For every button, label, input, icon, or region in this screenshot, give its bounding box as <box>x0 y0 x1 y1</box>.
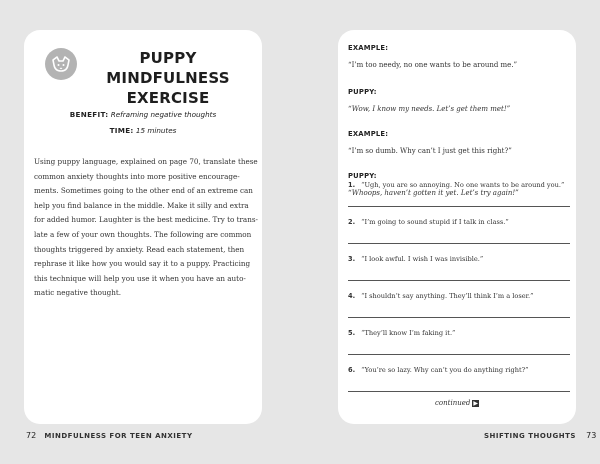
answer-line[interactable] <box>348 317 570 318</box>
example-label: EXAMPLE: <box>348 44 389 52</box>
question-item <box>348 181 570 189</box>
example-label: PUPPY: <box>348 88 377 96</box>
title-line-1: PUPPY MINDFULNESS <box>106 49 230 87</box>
question-number: 6. <box>348 366 356 374</box>
body-line: this technique will help you use it when you have an auto- <box>34 273 246 283</box>
question-text: “Ugh, you are so annoying. No one wants to be around you.” <box>361 181 565 189</box>
right-page-number: 73 <box>586 431 597 440</box>
left-page-number: 72 <box>26 431 37 440</box>
time-value: 15 minutes <box>135 126 177 135</box>
question-text: “I shouldn’t say anything. They’ll think I’m a loser.” <box>361 292 534 300</box>
time-line <box>24 126 262 135</box>
question-item <box>348 292 570 300</box>
body-line: thoughts triggered by anxiety. Read each statement, then <box>34 244 245 254</box>
dog-face-icon <box>45 48 77 80</box>
question-number: 4. <box>348 292 356 300</box>
answer-line[interactable] <box>348 354 570 355</box>
left-running-head: MINDFULNESS FOR TEEN ANXIETY <box>44 432 193 440</box>
title-line-2: EXERCISE <box>126 89 210 107</box>
body-line: late a few of your own thoughts. The following are common <box>34 229 252 239</box>
question-number: 1. <box>348 181 356 189</box>
example-label: PUPPY: <box>348 172 377 180</box>
question-item <box>348 218 570 226</box>
benefit-value: Reframing negative thoughts <box>110 110 217 119</box>
continued-note <box>338 399 576 407</box>
continued-text: continued <box>435 399 471 407</box>
body-line: ments. Sometimes going to the other end of an extreme can <box>34 186 253 196</box>
left-footer <box>26 431 193 440</box>
body-line: rephrase it like how you would say it to a puppy. Practicing <box>34 259 251 269</box>
example-statement: “I’m too needy, no one wants to be around me.” <box>348 61 518 69</box>
example-statement: “I’m so dumb. Why can’t I just get this right?” <box>348 147 512 155</box>
right-footer <box>484 431 596 440</box>
question-item <box>348 329 570 337</box>
question-item <box>348 255 570 263</box>
body-line: help you find balance in the middle. Make it silly and extra <box>34 200 249 210</box>
benefit-label: BENEFIT: <box>69 110 109 119</box>
left-page <box>24 30 262 424</box>
body-line: common anxiety thoughts into more positive encourage- <box>34 171 240 181</box>
question-item <box>348 366 570 374</box>
puppy-rephrase: “Whoops, haven’t gotten it yet. Let’s try again!” <box>348 189 519 197</box>
answer-line[interactable] <box>348 206 570 207</box>
question-text: “I’m going to sound stupid if I talk in class.” <box>361 218 509 226</box>
body-line: Using puppy language, explained on page 70, translate these <box>34 157 258 166</box>
arrow-right-icon: ▶ <box>473 400 478 407</box>
question-number: 5. <box>348 329 356 337</box>
answer-line[interactable] <box>348 391 570 392</box>
right-running-head: SHIFTING THOUGHTS <box>484 432 576 440</box>
answer-line[interactable] <box>348 280 570 281</box>
page-title <box>84 48 252 108</box>
answer-line[interactable] <box>348 243 570 244</box>
right-page <box>338 30 576 424</box>
question-number: 3. <box>348 255 356 263</box>
benefit-line <box>24 110 262 119</box>
question-text: “You’re so lazy. Why can’t you do anything right?” <box>361 366 529 374</box>
body-line: for added humor. Laughter is the best medicine. Try to trans- <box>34 215 258 225</box>
instructions-text <box>34 155 260 301</box>
time-label: TIME: <box>109 126 134 135</box>
puppy-rephrase: “Wow, I know my needs. Let’s get them met!” <box>348 105 511 113</box>
question-text: “They’ll know I’m faking it.” <box>361 329 456 337</box>
body-line: matic negative thought. <box>34 288 122 298</box>
question-text: “I look awful. I wish I was invisible.” <box>361 255 484 263</box>
example-label: EXAMPLE: <box>348 130 389 138</box>
question-number: 2. <box>348 218 356 226</box>
